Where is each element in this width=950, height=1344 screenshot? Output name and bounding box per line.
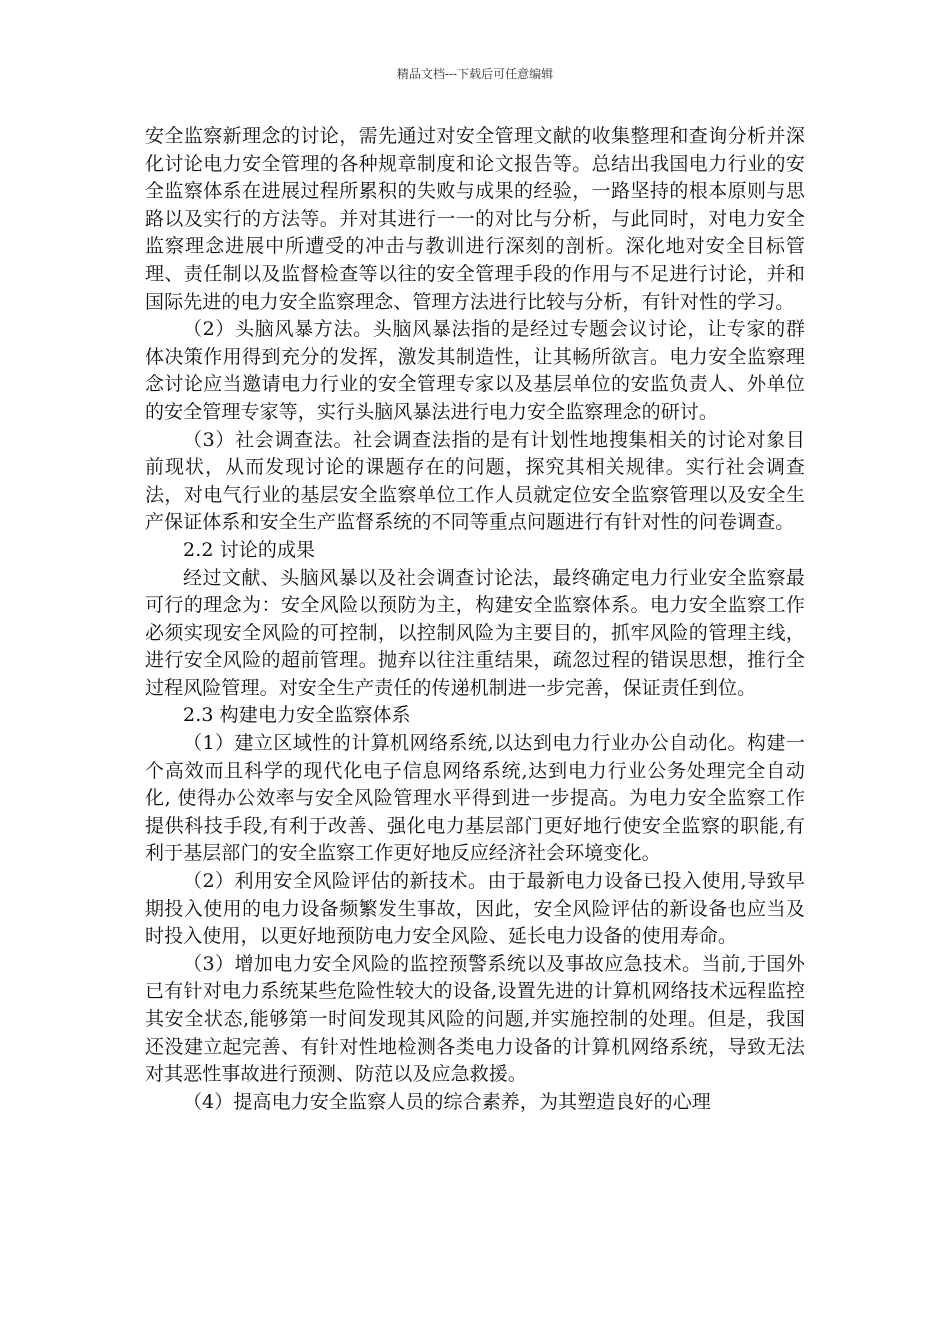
paragraph-brainstorm-method: （2）头脑风暴方法。头脑风暴法指的是经过专题会议讨论，让专家的群体决策作用得到充分的发挥，激发其制造性，让其畅所欲言。电力安全监察理念讨论应当邀请电力行业的安全管理专家以及基层单位的安监负责人、外单位的安全管理专家等，实行头脑风暴法进行电力安全监察理念的研讨。 <box>145 318 805 423</box>
section-heading-2-3: 2.3 构建电力安全监察体系 <box>183 704 411 727</box>
section-heading-2-2: 2.2 讨论的成果 <box>183 538 316 561</box>
paragraph-monitoring-warning: （3）增加电力安全风险的监控预警系统以及事故应急技术。当前,于国外已有针对电力系统某些危险性较大的设备,设置先进的计算机网络技术远程监控其安全状态,能够第一时间发现其风险的问题,并实施控制的处理。但是，我国还没建立起完善、有针对性地检测各类电力设备的计算机网络系统，导致无法对其恶性事故进行预测、防范以及应急救援。 <box>145 952 805 1086</box>
paragraph-intro: 安全监察新理念的讨论，需先通过对安全管理文献的收集整理和查询分析并深化讨论电力安全管理的各种规章制度和论文报告等。总结出我国电力行业的安全监察体系在进展过程所累积的失败与成果的经验，一路坚持的根本原则与思路以及实行的方法等。并对其进行一一的对比与分析，与此同时，对电力安全监察理念进展中所遭受的冲击与教训进行深刻的剖析。深化地对安全目标管理、责任制以及监督检查等以往的安全管理手段的作用与不足进行讨论，并和国际先进的电力安全监察理念、管理方法进行比较与分析，有针对性的学习。 <box>145 125 805 313</box>
paragraph-risk-assessment: （2）利用安全风险评估的新技术。由于最新电力设备已投入使用,导致早期投入使用的电力设备频繁发生事故，因此，安全风险评估的新设备也应当及时投入使用，以更好地预防电力安全风险、延长电力设备的使用寿命。 <box>145 870 805 948</box>
paragraph-staff-quality: （4）提高电力安全监察人员的综合素养，为其塑造良好的心理 <box>183 1090 711 1113</box>
paragraph-social-survey-method: （3）社会调查法。社会调查法指的是有计划性地搜集相关的讨论对象目前现状，从而发现讨论的课题存在的问题，探究其相关规律。实行社会调查法，对电气行业的基层安全监察单位工作人员就定位安全监察管理以及安全生产保证体系和安全生产监督系统的不同等重点问题进行有针对性的问卷调查。 <box>145 428 805 534</box>
paragraph-research-results: 经过文献、头脑风暴以及社会调查讨论法，最终确定电力行业安全监察最可行的理念为：安全风险以预防为主，构建安全监察体系。电力安全监察工作必须实现安全风险的可控制，以控制风险为主要目的，抓牢风险的管理主线，进行安全风险的超前管理。抛弃以往注重结果，疏忽过程的错误思想，推行全过程风险管理。对安全生产责任的传递机制进一步完善，保证责任到位。 <box>145 566 805 699</box>
document-body <box>145 123 805 1116</box>
paragraph-network-system: （1）建立区域性的计算机网络系统,以达到电力行业办公自动化。构建一个高效而且科学的现代化电子信息网络系统,达到电力行业公务处理完全自动化, 使得办公效率与安全风险管理水平得到进一步提高。为电力安全监察工作提供科技手段,有利于改善、强化电力基层部门更好地行使安全监察的职能,有利于基层部门的安全监察工作更好地反应经济社会环境变化。 <box>145 732 805 865</box>
page-header: 精品文档---下载后可任意编辑 <box>396 67 554 81</box>
